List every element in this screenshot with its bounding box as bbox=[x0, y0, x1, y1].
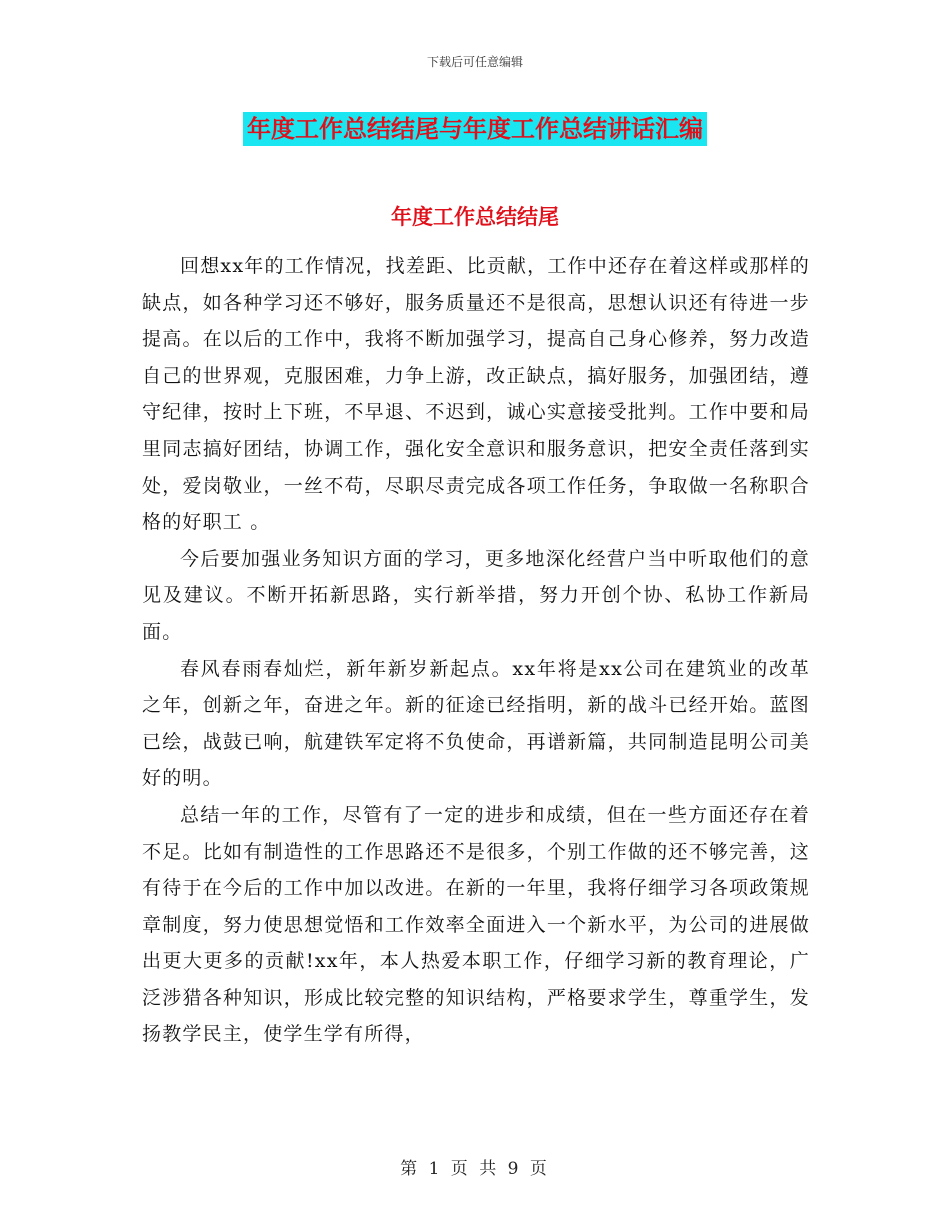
paragraph: 春风春雨春灿烂，新年新岁新起点。xx年将是xx公司在建筑业的改革之年，创新之年，奋进之年。新的征途已经指明，新的战斗已经开始。蓝图已绘，战鼓已响，航建铁军定将不负使命，再谱新篇，共同制造昆明公司美好的明。 bbox=[142, 657, 810, 790]
section-title: 年度工作总结结尾 bbox=[391, 205, 559, 229]
header-note: 下载后可任意编辑 bbox=[426, 55, 523, 69]
page-footer: 第 1 页 共 9 页 bbox=[400, 1159, 550, 1179]
document-title: 年度工作总结结尾与年度工作总结讲话汇编 bbox=[243, 112, 707, 146]
document-title-wrapper bbox=[0, 112, 950, 146]
paragraph: 总结一年的工作，尽管有了一定的进步和成绩，但在一些方面还存在着不足。比如有制造性的工作思路还不是很多，个别工作做的还不够完善，这有待于在今后的工作中加以改进。在新的一年里，我将仔细学习各项政策规章制度，努力使思想觉悟和工作效率全面进入一个新水平，为公司的进展做出更大更多的贡献!xx年，本人热爱本职工作，仔细学习新的教育理论，广泛涉猎各种知识，形成比较完整的知识结构，严格要求学生，尊重学生，发扬教学民主，使学生学有所得， bbox=[142, 803, 810, 1046]
paragraph: 今后要加强业务知识方面的学习，更多地深化经营户当中听取他们的意见及建议。不断开拓新思路，实行新举措，努力开创个协、私协工作新局面。 bbox=[142, 547, 810, 643]
body-text bbox=[142, 248, 810, 1053]
paragraph: 回想xx年的工作情况，找差距、比贡献，工作中还存在着这样或那样的缺点，如各种学习还不够好，服务质量还不是很高，思想认识还有待进一步提高。在以后的工作中，我将不断加强学习，提高自己身心修养，努力改造自己的世界观，克服困难，力争上游，改正缺点，搞好服务，加强团结，遵守纪律，按时上下班，不早退、不迟到，诚心实意接受批判。工作中要和局里同志搞好团结，协调工作，强化安全意识和服务意识，把安全责任落到实处，爱岗敬业，一丝不苟，尽职尽责完成各项工作任务，争取做一名称职合格的好职工 。 bbox=[142, 255, 810, 534]
